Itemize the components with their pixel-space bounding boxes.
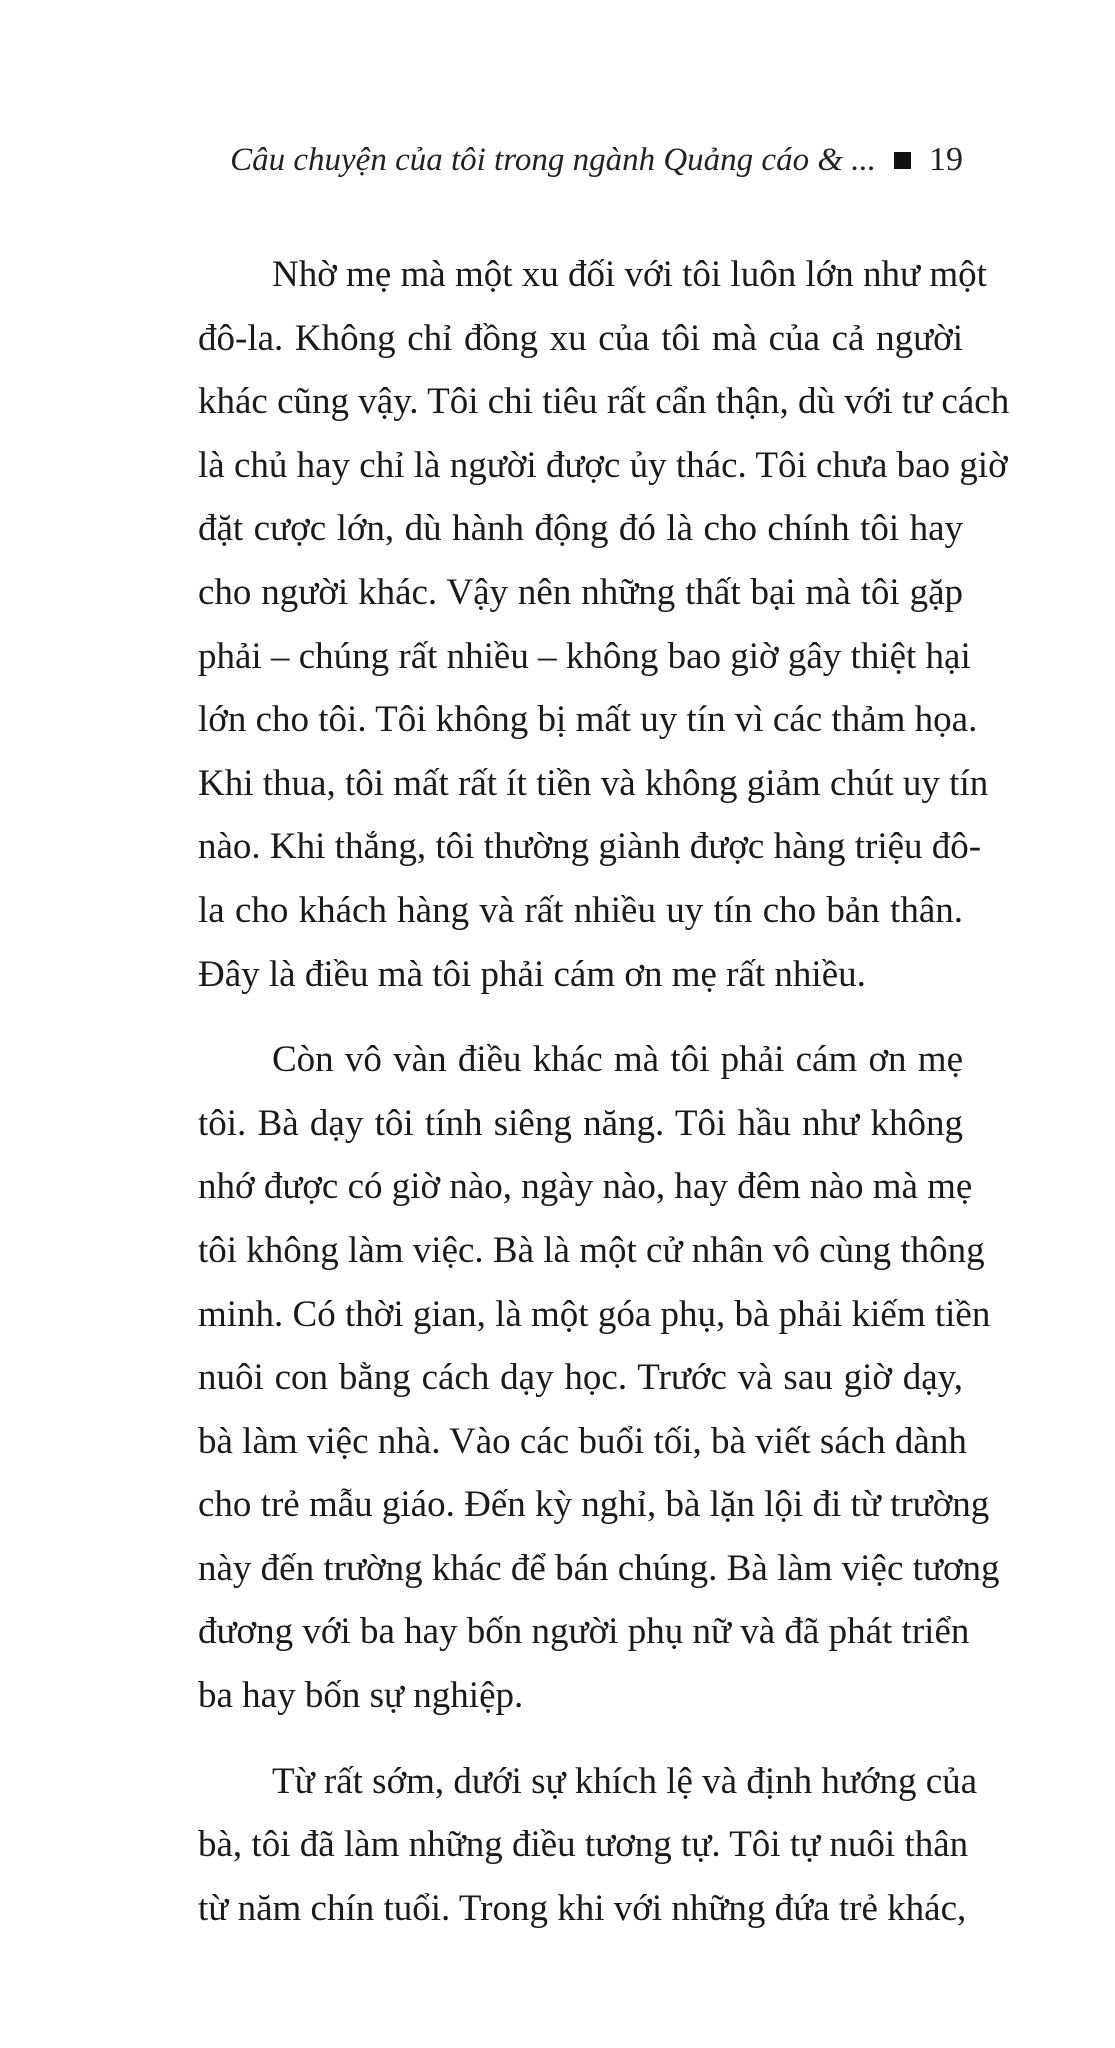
paragraph-gap — [198, 1006, 963, 1028]
text-line: nào. Khi thắng, tôi thường giành được hàng triệu đô- — [198, 826, 982, 868]
text-line: ba hay bốn sự nghiệp. — [198, 1675, 524, 1717]
running-header — [230, 138, 963, 182]
text-line: đô-la. Không chỉ đồng xu của tôi mà của cả người — [198, 317, 963, 359]
text-line: cho người khác. Vậy nên những thất bại mà tôi gặp — [198, 571, 963, 613]
text-line: đương với ba hay bốn người phụ nữ và đã phát triển — [198, 1611, 970, 1653]
paragraph — [198, 1028, 1000, 1728]
paragraph — [198, 1750, 978, 1941]
text-line: này đến trường khác để bán chúng. Bà làm việc tương — [198, 1547, 1000, 1589]
text-line: từ năm chín tuổi. Trong khi với những đứa trẻ khác, — [198, 1887, 967, 1929]
text-line: khác cũng vậy. Tôi chi tiêu rất cẩn thận, dù với tư cách — [198, 381, 1010, 423]
text-line: là chủ hay chỉ là người được ủy thác. Tôi chưa bao giờ — [198, 444, 1008, 486]
text-line: cho trẻ mẫu giáo. Đến kỳ nghỉ, bà lặn lội đi từ trường — [198, 1484, 990, 1526]
text-line: nuôi con bằng cách dạy học. Trước và sau giờ dạy, — [198, 1357, 963, 1399]
header-square-ornament — [894, 152, 911, 169]
page-number: 19 — [929, 141, 963, 178]
text-line: Đây là điều mà tôi phải cám ơn mẹ rất nhiều. — [198, 953, 866, 995]
text-line: la cho khách hàng và rất nhiều uy tín cho bản thân. — [198, 889, 963, 931]
text-line: lớn cho tôi. Tôi không bị mất uy tín vì các thảm họa. — [198, 699, 978, 741]
body-text — [198, 243, 1010, 1940]
paragraph-gap — [198, 1728, 963, 1750]
text-line: minh. Có thời gian, là một góa phụ, bà phải kiếm tiền — [198, 1293, 991, 1335]
paragraph — [198, 243, 1010, 1006]
text-line: phải – chúng rất nhiều – không bao giờ gây thiệt hại — [198, 635, 971, 677]
text-line: tôi không làm việc. Bà là một cử nhân vô cùng thông — [198, 1229, 985, 1271]
text-line: Nhờ mẹ mà một xu đối với tôi luôn lớn như một — [272, 254, 987, 295]
text-line: nhớ được có giờ nào, ngày nào, hay đêm nào mà mẹ — [198, 1166, 973, 1208]
text-line: bà, tôi đã làm những điều tương tự. Tôi tự nuôi thân — [198, 1824, 969, 1866]
text-line: bà làm việc nhà. Vào các buổi tối, bà viết sách dành — [198, 1420, 967, 1462]
text-line: Từ rất sớm, dưới sự khích lệ và định hướng của — [272, 1760, 978, 1802]
text-line: Khi thua, tôi mất rất ít tiền và không giảm chút uy tín — [198, 762, 989, 804]
header-title: Câu chuyện của tôi trong ngành Quảng cáo & ... — [230, 142, 876, 178]
text-line: tôi. Bà dạy tôi tính siêng năng. Tôi hầu như không — [198, 1102, 963, 1144]
text-line: Còn vô vàn điều khác mà tôi phải cám ơn mẹ — [272, 1039, 963, 1081]
text-line: đặt cược lớn, dù hành động đó là cho chính tôi hay — [198, 508, 963, 550]
